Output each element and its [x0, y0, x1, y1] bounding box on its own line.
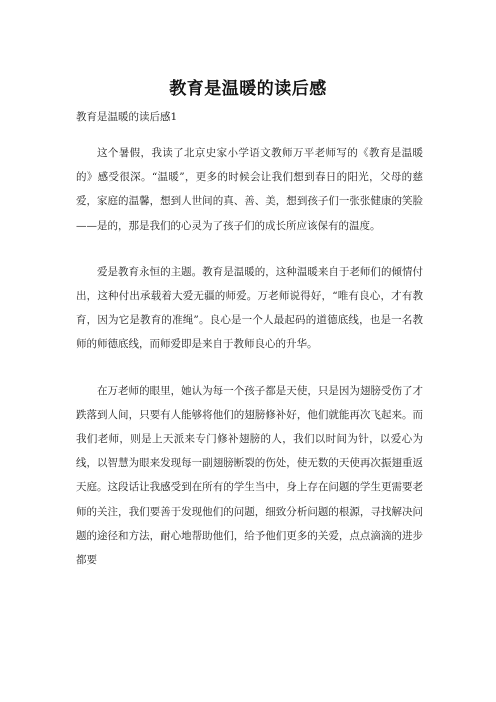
body-paragraph: 爱是教育永恒的主题。教育是温暖的，这种温暖来自于老师们的倾情付出，这种付出承载着大爱无疆的师爱。万老师说得好，“唯有良心，才有教育，因为它是教育的准绳”。良心是一个人最起码的道德底线，也是一名教师的师德底线，而师爱即是来自于教师良心的升华。 — [76, 265, 423, 351]
body-paragraph: 这个暑假，我读了北京史家小学语文教师万平老师写的《教育是温暖的》感受很深。“温暖”，更多的时候会让我们想到春日的阳光，父母的慈爱，家庭的温馨，想到人世间的真、善、美，想到孩子们一张张健康的笑脸——是的，那是我们的心灵为了孩子们的成长所应该保有的温度。 — [76, 147, 423, 232]
body-paragraph: 在万老师的眼里，她认为每一个孩子都是天使，只是因为翅膀受伤了才跌落到人间，只要有人能够将他们的翅膀修补好，他们就能再次飞起来。而我们老师，则是上天派来专门修补翅膀的人，我们以时间为针，以爱心为线，以智慧为眼来发现每一副翅膀断裂的伤处，使无数的天使再次振翅重返天庭。这段话让我感受到在所有的学生当中，身上存在问题的学生更需要老师的关注，我们要善于发现他们的问题，细致分析问题的根源，寻找解决问题的途径和方法，耐心地帮助他们，给予他们更多的关爱，点点滴滴的进步都要 — [76, 384, 423, 567]
document-title: 教育是温暖的读后感 — [169, 79, 327, 99]
document-body — [76, 141, 423, 594]
document-subtitle: 教育是温暖的读后感1 — [76, 111, 178, 123]
